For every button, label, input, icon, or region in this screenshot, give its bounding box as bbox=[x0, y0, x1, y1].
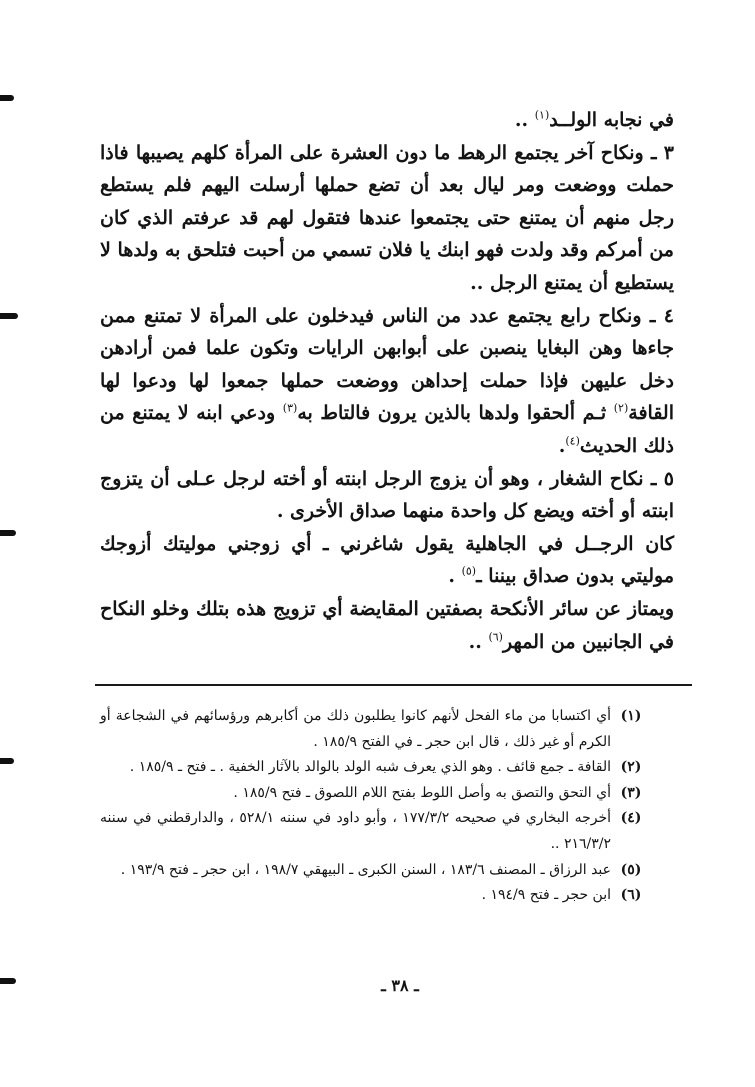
footnote-text: القافة ـ جمع قائف . وهو الذي يعرف شبه الولد بالوالد بالآثار الخفية . ـ فتح ـ ١٨٥/٩ . bbox=[129, 759, 611, 776]
footnote-ref: (٦) bbox=[488, 630, 503, 644]
footnote bbox=[100, 755, 651, 781]
footnote-text: ابن حجر ـ فتح ١٩٤/٩ . bbox=[481, 887, 611, 904]
paragraph-end: . bbox=[558, 434, 566, 457]
footnote bbox=[100, 858, 651, 884]
paragraph-end: .. bbox=[468, 630, 489, 653]
footnote-ref: (٣) bbox=[282, 402, 298, 416]
paragraph bbox=[100, 300, 674, 463]
footnote bbox=[100, 883, 651, 909]
footnote-number: (٤) bbox=[620, 810, 642, 827]
paragraph-text: ودعي ابنه لا يمتنع من ذلك الحديث bbox=[100, 402, 674, 457]
paragraph-end: .. bbox=[514, 109, 535, 131]
paragraph bbox=[100, 137, 674, 300]
footnote-ref: (٢) bbox=[613, 402, 629, 416]
paragraph-text: ثـم ألحقوا ولدها بالذين يرون فالتاط به bbox=[297, 402, 614, 425]
paragraph-text: كان الرجــل في الجاهلية يقول شاغرني ـ أي زوجني موليتك أزوجك موليتي بدون صداق بيننا ـ bbox=[100, 532, 674, 588]
body-text bbox=[100, 104, 674, 658]
paragraph bbox=[100, 593, 674, 658]
footnote-text: أخرجه البخاري في صحيحه ١٧٧/٣/٢ ، وأبو داود في سننه ٥٢٨/١ ، والدارقطني في سننه ٢١٦/٣/٢ .. bbox=[100, 810, 611, 852]
footnote-text: عبد الرزاق ـ المصنف ١٨٣/٦ ، السنن الكبرى ـ البيهقي ١٩٨/٧ ، ابن حجر ـ فتح ١٩٣/٩ . bbox=[120, 861, 611, 878]
footnote bbox=[100, 704, 651, 755]
footnote-number: (٢) bbox=[620, 759, 642, 776]
binding-mark bbox=[0, 978, 16, 984]
footnote-number: (٣) bbox=[620, 784, 642, 801]
binding-mark bbox=[0, 758, 14, 764]
footnote-ref: (٥) bbox=[461, 564, 477, 578]
paragraph bbox=[100, 104, 674, 137]
footnote-text: أي التحق والتصق به وأصل اللوط بفتح اللام اللصوق ـ فتح ١٨٥/٩ . bbox=[233, 784, 611, 801]
footnote-text: أي اكتسابا من ماء الفحل لأنهم كانوا يطلبون ذلك من أكابرهم ورؤسائهم في الشجاعة أو الكرم أو غير ذلك ، قال ابن حجر ـ في الفتح ١٨٥/٩ . bbox=[100, 708, 611, 750]
footnotes bbox=[100, 704, 651, 909]
paragraph bbox=[100, 463, 674, 528]
paragraph-text: ويمتاز عن سائر الأنكحة بصفتين المقايضة أي تزويج هذه بتلك وخلو النكاح في الجانبين من المهر bbox=[100, 597, 674, 653]
paragraph-text: ٣ ـ ونكاح آخر يجتمع الرهط ما دون العشرة على المرأة كلهم يصيبها فاذا حملت ووضعت ومر ليال بعد أن تضع حملها أرسلت اليهم فلم يستطع رجل منهم أن يمتنع حتى يجتمعوا عندها فتقول لهم قد عرفتم الذي كان من أمركم وقد ولدت فهو ابنك يا فلان تسمي من أحبت فتلحق به ولدها لا يستطيع أن يمتنع الرجل .. bbox=[100, 141, 674, 294]
binding-mark bbox=[0, 530, 16, 536]
footnote-number: (١) bbox=[620, 708, 642, 724]
binding-mark bbox=[0, 313, 18, 319]
paragraph-text: ٤ ـ ونكاح رابع يجتمع عدد من الناس فيدخلون على المرأة لا تمتنع ممن جاءها وهن البغايا ينصبن على أبوابهن الرايات وتكون علما فمن أرادهن دخل عليهن فإذا حملت إحداهن ووضعت حملها جمعوا لها ودعوا لها القافة bbox=[100, 304, 675, 425]
binding-mark bbox=[0, 95, 14, 101]
footnote-number: (٦) bbox=[620, 887, 642, 904]
footnote-ref: (١) bbox=[534, 108, 550, 122]
footnote-ref: (٤) bbox=[565, 434, 580, 448]
paragraph bbox=[100, 528, 674, 593]
footnote bbox=[100, 806, 651, 857]
paragraph-text: في نجابه الولــد bbox=[549, 109, 674, 131]
footnote-divider bbox=[95, 684, 692, 686]
footnote bbox=[100, 781, 651, 807]
paragraph-text: ٥ ـ نكاح الشغار ، وهو أن يزوج الرجل ابنته أو أخته لرجل عـلى أن يتزوج ابنته أو أخته ويضع كل واحدة منهما صداق الأخرى . bbox=[100, 467, 674, 523]
footnote-number: (٥) bbox=[620, 861, 642, 878]
paragraph-end: . bbox=[448, 565, 462, 588]
page-number: ـ ٣٨ ـ bbox=[381, 976, 419, 995]
